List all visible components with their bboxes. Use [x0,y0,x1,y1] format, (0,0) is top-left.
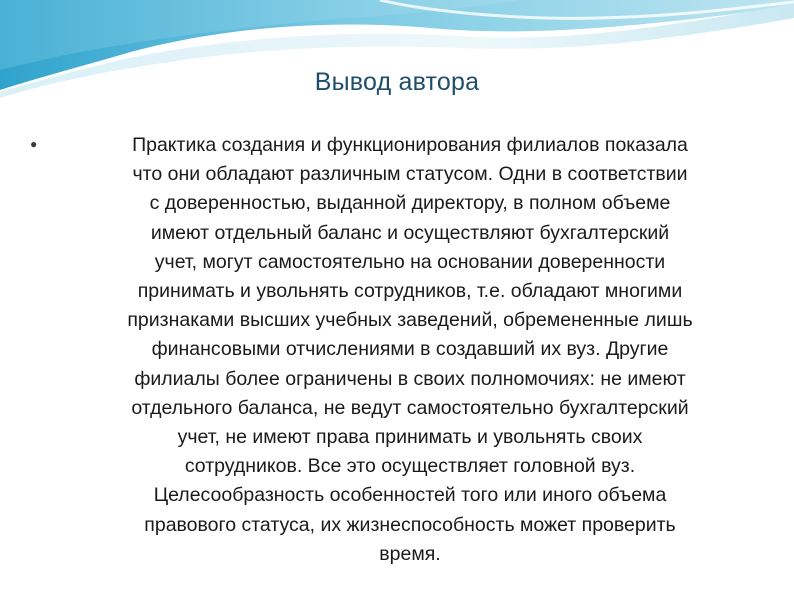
paragraph-line: что они обладают различным статусом. Одни в соответствии [132,163,688,186]
paragraph-line: сотрудников. Все это осуществляет головной вуз. [184,455,636,478]
paragraph-line: принимать и увольнять сотрудников, т.е. обладают многими [137,280,683,303]
paragraph-line: Практика создания и функционирования филиалов показала [132,134,688,156]
paragraph-line: учет, могут самостоятельно на основании доверенности [154,250,666,273]
paragraph-line: филиалы более ограничены в своих полномочиях: не имеют [134,367,686,390]
paragraph-line: с доверенностью, выданной директору, в полном объеме [149,192,671,215]
paragraph-line: имеют отдельный баланс и осуществляют бухгалтерский [150,221,670,244]
paragraph-line: отдельного баланса, не ведут самостоятельно бухгалтерский [131,396,689,419]
wave-decoration [0,0,794,120]
paragraph-line: учет, не имеют права принимать и увольнять своих [177,426,643,449]
bullet-icon: ● [30,137,38,151]
paragraph-line: финансовыми отчислениями в создавший их вуз. Другие [151,338,669,361]
paragraph-line: признаками высших учебных заведений, обремененные лишь [127,309,693,332]
body-paragraph [46,131,774,569]
paragraph-line: Целесообразность особенностей того или иного объема [153,484,667,507]
paragraph-line: правового статуса, их жизнеспособность может проверить [144,513,676,536]
paragraph-line: время. [379,542,441,565]
slide-title: Вывод автора [314,68,480,96]
